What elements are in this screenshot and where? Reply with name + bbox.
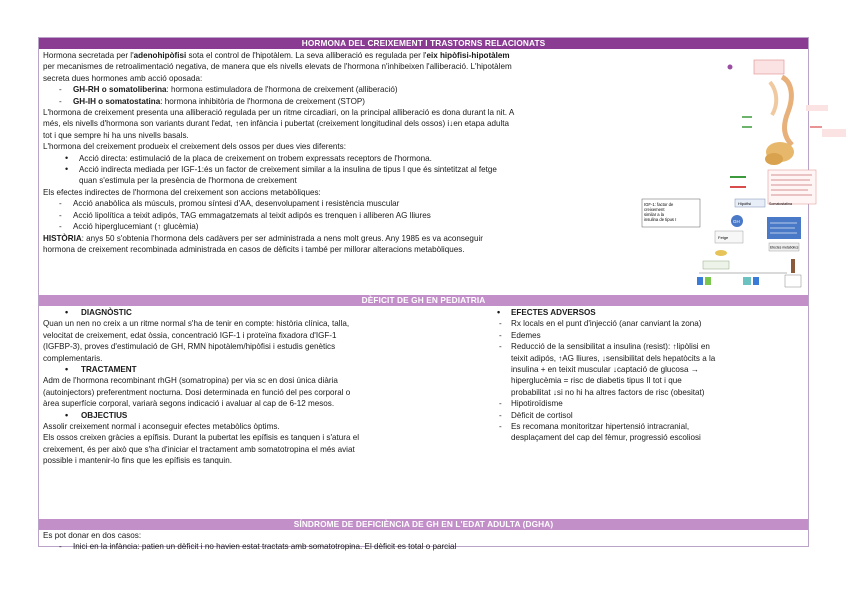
efectes-label: Efectes metabòlics	[770, 245, 799, 250]
bold-term: eix hipòfisi-hipotàlem	[426, 51, 510, 60]
section-pediatric-deficit	[39, 306, 808, 519]
dash-item-continued: insulina + en teixit muscular ↓captació de glucosa →	[511, 365, 699, 375]
paragraph-line: Assolir creixement normal i aconseguir efectes metabòlics òptims.	[43, 422, 280, 432]
heading-adverse-effects: • EFECTES ADVERSOS	[491, 307, 809, 318]
dash-item-continued: teixit adipós, ↑AG lliures, ↓sensibilitat dels hepatòcits a la	[511, 353, 716, 363]
paragraph-line: Es pot donar en dos casos:	[43, 531, 142, 540]
paragraph-line: (autoinjectors) preferentment nocturna. Dosi determinada en funció del pes corporal o	[43, 387, 351, 397]
dash-item: - Rx locals en el punt d'injecció (anar canviant la zona)	[491, 318, 809, 329]
section-title-pediatric-deficit: DÈFICIT DE GH EN PEDIATRIA	[39, 295, 808, 306]
text-span: : anys 50 s'obtenia l'hormona dels cadàvers per ser administrada a nens molt greus. Any 1985 es va aconseguir	[81, 233, 483, 243]
paragraph-line: Els ossos creixen gràcies a epífisis. Durant la pubertat les epífisis es tanquen i s'atura el	[43, 433, 360, 443]
dash-item: - Es recomana monitoritzar hipertensió intracranial,	[491, 421, 809, 432]
text-span: : hormona inhibitòria de l'hormona de creixement (STOP)	[160, 96, 365, 106]
section-title-growth-hormone: HORMONA DEL CREIXEMENT I TRASTORNS RELACIONATS	[39, 38, 808, 49]
paragraph-line	[39, 50, 699, 61]
paragraph-line: àrea superfície corporal, variarà segons indicació i avaluar al cap de 6-12 mesos.	[43, 399, 335, 409]
paragraph-line: L'hormona de creixement presenta una alliberació regulada per un ritme circadiari, on la principal alliberació es dona durant la nit. A	[43, 108, 515, 118]
dash-item: - Dèficit de cortisol	[491, 410, 809, 421]
text-span: : hormona estimuladora de l'hormona de creixement (alliberació)	[166, 85, 398, 95]
text-span: Acció hiperglucemiant (↑ glucèmia)	[73, 222, 199, 232]
paragraph-line: Quan un nen no creix a un ritme normal s'ha de tenir en compte: història clínica, talla,	[43, 319, 350, 329]
section-title-adult-deficiency: SÍNDROME DE DEFICIÈNCIA DE GH EN L'EDAT ADULTA (DGHA)	[39, 519, 808, 530]
fetge-label: Fetge	[718, 235, 729, 240]
paragraph-line: secreta dues hormones amb acció oposada:	[43, 73, 203, 83]
bullet-item: • Acció indirecta mediada per IGF-1:és un factor de creixement similar a la insulina de tipus I que és sintetitzat al fetge	[39, 164, 699, 175]
section-growth-hormone	[39, 49, 808, 295]
pituitary-illustration	[728, 60, 847, 204]
bold-term: GH-RH o somatoliberina	[73, 85, 167, 95]
text-span: Acció lipolítica a teixit adipós, TAG emmagatzemats al teixit adipós es trenquen i alliberen AG lliures	[73, 210, 431, 220]
paragraph-line: Adm de l'hormona recombinant rhGH (somatropina) per via sc en dosi única diària	[43, 376, 338, 386]
igf-box-label: IGF-1: factor de creixement similar a la insulina de tipus I	[644, 202, 677, 222]
bold-term: GH-IH o somatostatina	[73, 96, 161, 106]
paragraph-line: tot i que sempre hi ha uns nivells basals.	[43, 130, 189, 140]
dash-item-continued: probabilitat ↓si no hi ha altres factors de risc (obesitat)	[511, 387, 705, 397]
paragraph-line: L'hormona del creixement produeix el creixement dels ossos per dues vies diferents:	[43, 142, 346, 152]
section-adult-deficiency	[39, 530, 808, 553]
heading-treatment: • TRACTAMENT	[39, 364, 464, 375]
dash-item: - GH-RH o somatoliberina: hormona estimuladora de l'hormona de creixement (alliberació)	[59, 85, 398, 95]
dash-item-continued: hiperglucèmia = risc de diabetis tipus II tot i que	[511, 376, 682, 386]
paragraph-line	[39, 233, 699, 244]
text-span: Inici en la infància: patien un dèficit i no havien estat tractats amb somatotropina. El dèficit es total o parcial	[73, 542, 457, 552]
dash-item-continued: desplaçament del cap del fèmur, progressió escoliosi	[511, 433, 701, 443]
paragraph-line: hormona de creixement recombinada administrada en casos de dèficits i també per millorar alteracions metabòliques.	[43, 244, 465, 254]
hipofisi-label: Hipòfisi	[738, 201, 752, 206]
dash-item: - Acció lipolítica a teixit adipós, TAG emmagatzemats al teixit adipós es trenquen i alliberen AG lliures	[59, 210, 431, 220]
text-span: Acció anabòlica als músculs, promou síntesi d'AA, desenvolupament i resistència muscular	[73, 199, 400, 209]
left-column	[39, 307, 464, 467]
dash-item: - Edemes	[491, 330, 809, 341]
paragraph-line: per mecanismes de retroalimentació negativa, de manera que els nivells elevats de l'hormona n'inhibeixen l'alliberació. L'hipotàlem	[43, 62, 512, 72]
bullet-item: • Acció directa: estimulació de la placa de creixement on trobem expressats receptors de l'hormona.	[39, 153, 699, 164]
heading-objectives: • OBJECTIUS	[39, 410, 464, 421]
heading-diagnostic: • DIAGNÒSTIC	[39, 307, 464, 318]
document-sheet	[38, 37, 809, 552]
paragraph-line: velocitat de creixement, edat òssia, concentració IGF-1 i proteïna fixadora d'IGF-1	[43, 330, 337, 340]
bullet-item-continued: quan s'estimula per la presència de l'hormona de creixement	[79, 176, 297, 186]
somatostatina-label: Somatostatina	[769, 202, 792, 206]
dash-item: - Acció anabòlica als músculs, promou síntesi d'AA, desenvolupament i resistència muscular	[59, 199, 400, 209]
gh-label: GH	[733, 219, 740, 224]
section-text	[39, 50, 699, 255]
text-span: Hormona secretada per l'	[43, 51, 134, 60]
bold-term: adenohipòfisi	[133, 51, 187, 60]
dash-item: - Inici en la infància: patien un dèficit i no havien estat tractats amb somatotropina. El dèficit es total o parcial	[59, 542, 457, 552]
paragraph-line: (IGFBP-3), proves d'estimulació de GH, RMN hipotàlem/hipòfisi i estudis genètics	[43, 342, 336, 352]
igf-pathway-diagram	[639, 197, 809, 293]
bold-term: HISTÒRIA	[43, 233, 82, 243]
right-column	[491, 307, 809, 444]
paragraph-line: creixement, és per això que s'ha d'iniciar el tractament amb somatotropina el més aviat	[43, 444, 355, 454]
paragraph-line: Els efectes indirectes de l'hormona del creixement son accions metabòliques:	[43, 187, 321, 197]
paragraph-line: possible i mantenir-lo fins que les epífisis es tanquin.	[43, 456, 232, 466]
dash-item: - Reducció de la sensibilitat a insulina (resist): ↑lipòlisi en	[491, 341, 809, 352]
dash-item: - Acció hiperglucemiant (↑ glucèmia)	[59, 222, 199, 232]
text-span: sota el control de l'hipotàlem. La seva alliberació es regulada per l'	[186, 51, 427, 60]
paragraph-line: complementaris.	[43, 353, 103, 363]
dash-item: - Hipotiroïdisme	[491, 398, 809, 409]
dash-item: - GH-IH o somatostatina: hormona inhibitòria de l'hormona de creixement (STOP)	[59, 96, 365, 106]
paragraph-line: més, els nivells d'hormona son variants durant l'edat, ↑en infància i pubertat (creixement longitudinal dels ossos) i↓en etapa adulta	[43, 119, 510, 129]
